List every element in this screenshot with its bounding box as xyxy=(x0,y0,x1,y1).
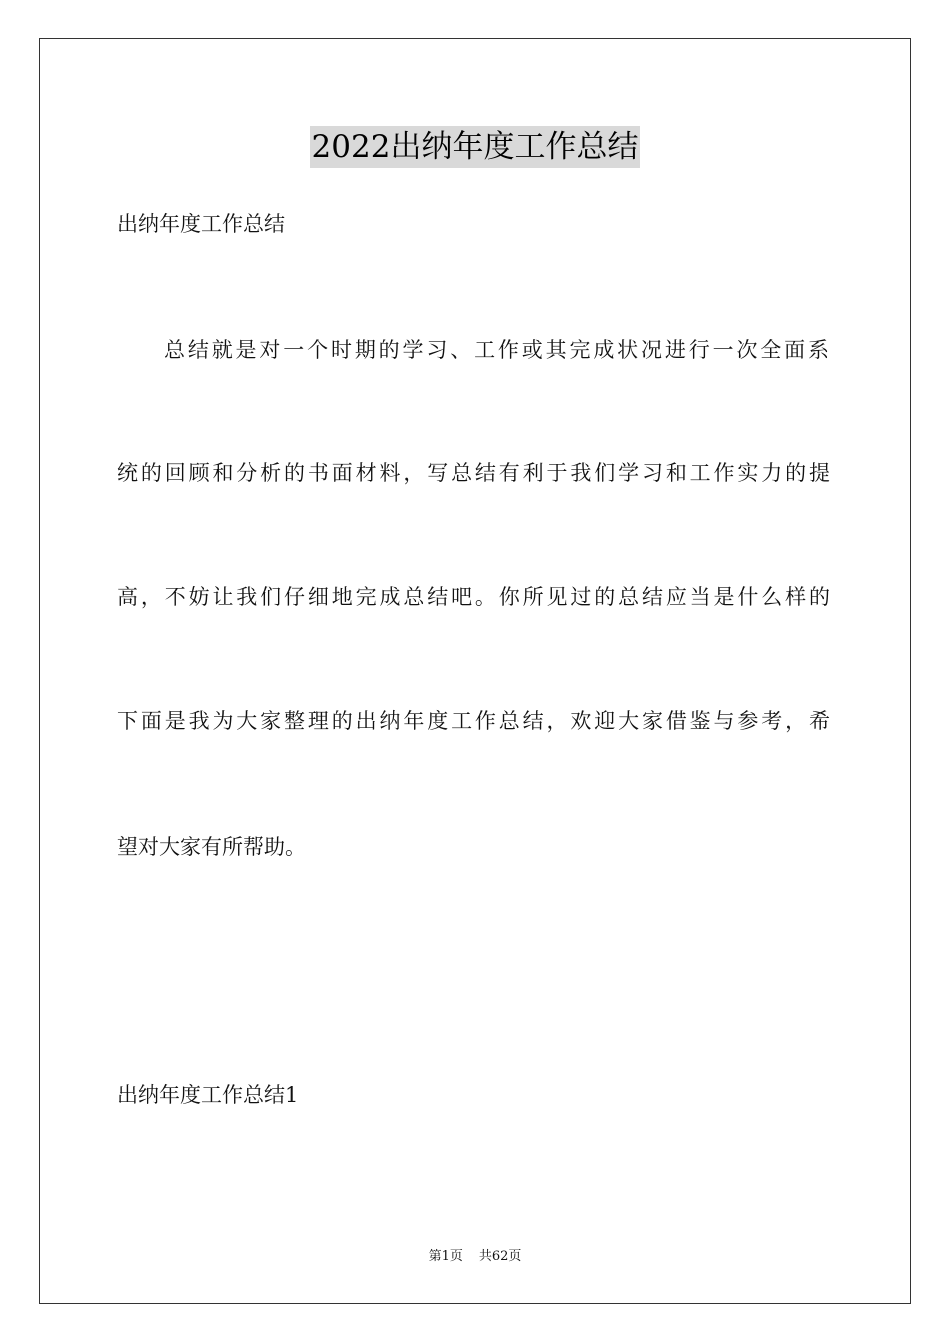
title-container xyxy=(0,126,950,168)
paragraph-line-4: 下面是我为大家整理的出纳年度工作总结，欢迎大家借鉴与参考，希 xyxy=(117,709,830,733)
paragraph-line-1: 总结就是对一个时期的学习、工作或其完成状况进行一次全面系 xyxy=(164,338,829,362)
document-subtitle: 出纳年度工作总结 xyxy=(117,212,285,236)
paragraph-line-5: 望对大家有所帮助。 xyxy=(117,835,306,859)
document-title: 2022出纳年度工作总结 xyxy=(310,126,641,168)
paragraph-line-3: 高，不妨让我们仔细地完成总结吧。你所见过的总结应当是什么样的 xyxy=(117,585,830,609)
page-total: 共62页 xyxy=(478,1249,522,1264)
paragraph-line-2: 统的回顾和分析的书面材料，写总结有利于我们学习和工作实力的提 xyxy=(117,461,830,485)
page-number: 第1页 xyxy=(428,1249,463,1264)
page-footer xyxy=(0,1248,950,1266)
section-heading: 出纳年度工作总结1 xyxy=(117,1083,299,1107)
